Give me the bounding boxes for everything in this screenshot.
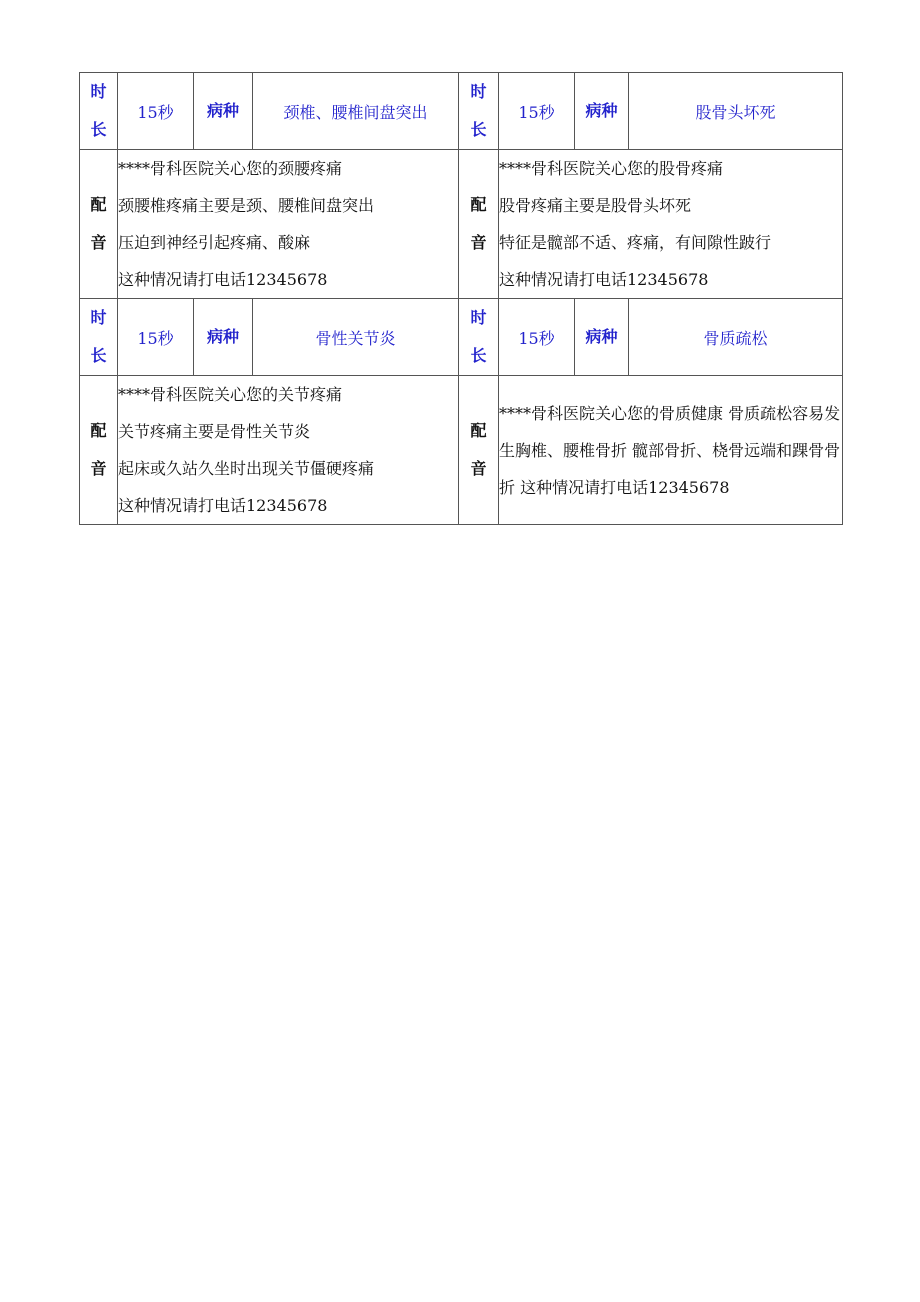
duration-value: 15秒 — [118, 299, 194, 376]
duration-label: 时 长 — [459, 73, 499, 150]
disease-value: 股骨头坏死 — [629, 73, 843, 150]
disease-label: 病种 — [575, 299, 629, 376]
duration-value: 15秒 — [118, 73, 194, 150]
voiceover-label: 配 音 — [80, 376, 118, 525]
disease-value: 骨质疏松 — [629, 299, 843, 376]
table-row — [80, 299, 843, 376]
table-row — [80, 150, 843, 299]
duration-label: 时 长 — [80, 73, 118, 150]
disease-label: 病种 — [575, 73, 629, 150]
disease-label: 病种 — [194, 73, 253, 150]
duration-value: 15秒 — [499, 73, 575, 150]
duration-value: 15秒 — [499, 299, 575, 376]
voiceover-text: ****骨科医院关心您的颈腰疼痛 颈腰椎疼痛主要是颈、腰椎间盘突出 压迫到神经引起疼痛、酸麻 这种情况请打电话12345678 — [118, 150, 459, 299]
voiceover-label: 配 音 — [459, 150, 499, 299]
table-row — [80, 376, 843, 525]
disease-value: 骨性关节炎 — [253, 299, 459, 376]
duration-label: 时 长 — [80, 299, 118, 376]
voiceover-text: ****骨科医院关心您的骨质健康 骨质疏松容易发生胸椎、腰椎骨折 髋部骨折、桡骨远端和踝骨骨折 这种情况请打电话12345678 — [499, 376, 843, 525]
voiceover-label: 配 音 — [459, 376, 499, 525]
disease-value: 颈椎、腰椎间盘突出 — [253, 73, 459, 150]
voiceover-label: 配 音 — [80, 150, 118, 299]
voiceover-text: ****骨科医院关心您的关节疼痛 关节疼痛主要是骨性关节炎 起床或久站久坐时出现关节僵硬疼痛 这种情况请打电话12345678 — [118, 376, 459, 525]
ad-schedule-table — [79, 72, 843, 525]
disease-label: 病种 — [194, 299, 253, 376]
duration-label: 时 长 — [459, 299, 499, 376]
voiceover-text: ****骨科医院关心您的股骨疼痛 股骨疼痛主要是股骨头坏死 特征是髋部不适、疼痛，有间隙性跛行 这种情况请打电话12345678 — [499, 150, 843, 299]
table-row — [80, 73, 843, 150]
